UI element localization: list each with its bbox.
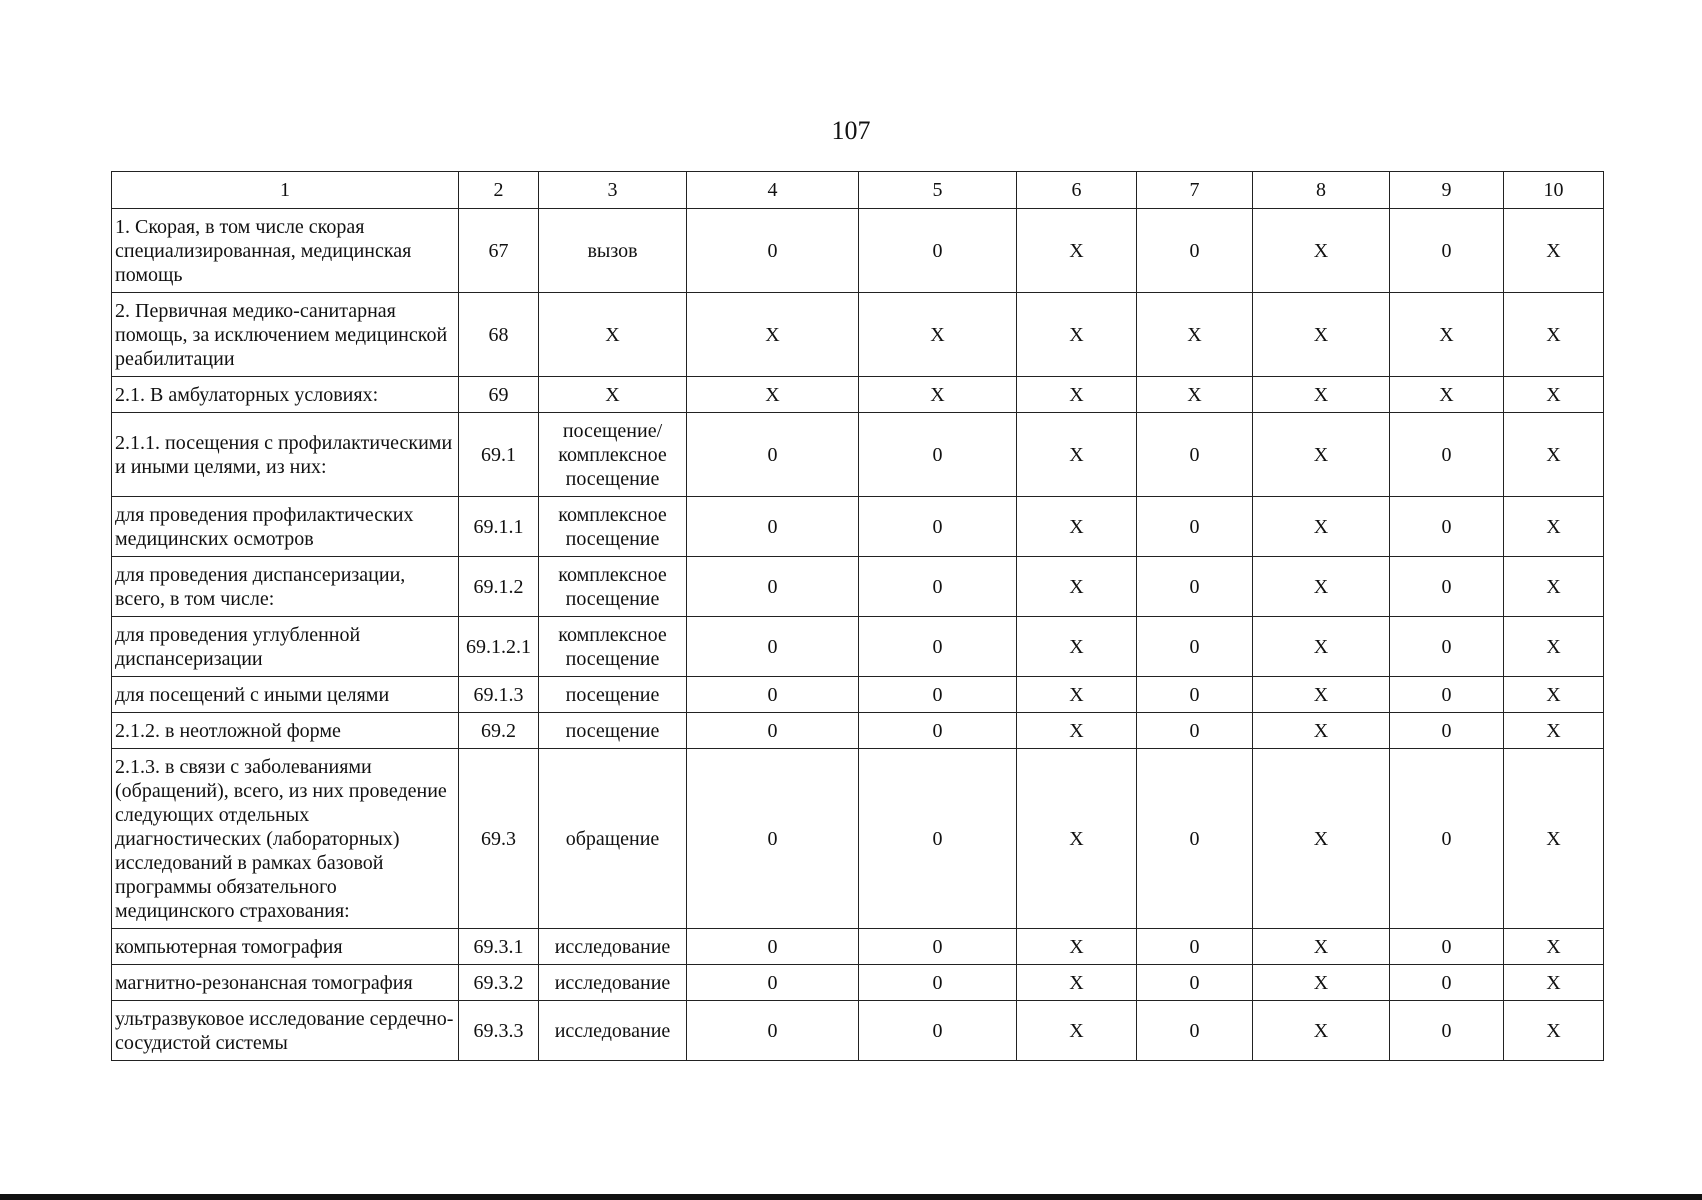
row-value: X — [859, 377, 1017, 413]
column-number: 10 — [1504, 172, 1604, 209]
table-row — [112, 965, 1604, 1001]
row-value: 0 — [1390, 677, 1504, 713]
row-value: 0 — [1390, 497, 1504, 557]
row-value: 0 — [859, 677, 1017, 713]
row-value: X — [1504, 929, 1604, 965]
table-row — [112, 377, 1604, 413]
row-value: 0 — [1137, 749, 1253, 929]
row-value: 0 — [1137, 677, 1253, 713]
column-number: 6 — [1017, 172, 1137, 209]
column-number: 1 — [112, 172, 459, 209]
row-code: 69 — [459, 377, 539, 413]
row-unit: посещение — [539, 713, 687, 749]
row-name: для проведения профилактических медицинских осмотров — [112, 497, 459, 557]
row-value: X — [1253, 209, 1390, 293]
row-value: X — [1017, 497, 1137, 557]
row-value: 0 — [859, 617, 1017, 677]
row-value: 0 — [859, 413, 1017, 497]
row-value: 0 — [1390, 965, 1504, 1001]
table-row — [112, 713, 1604, 749]
row-name: 2.1.1. посещения с профилактическими и иными целями, из них: — [112, 413, 459, 497]
row-value: 0 — [859, 497, 1017, 557]
row-value: X — [1017, 965, 1137, 1001]
table-row — [112, 293, 1604, 377]
row-code: 69.1.1 — [459, 497, 539, 557]
row-value: 0 — [1137, 617, 1253, 677]
row-unit: X — [539, 377, 687, 413]
row-value: 0 — [1390, 1001, 1504, 1061]
row-value: 0 — [1137, 929, 1253, 965]
row-value: 0 — [1137, 713, 1253, 749]
row-name: магнитно-резонансная томография — [112, 965, 459, 1001]
row-name: для проведения диспансеризации, всего, в том числе: — [112, 557, 459, 617]
column-number: 2 — [459, 172, 539, 209]
data-table — [111, 171, 1604, 1061]
table-row — [112, 557, 1604, 617]
row-value: 0 — [687, 413, 859, 497]
row-code: 68 — [459, 293, 539, 377]
row-value: X — [1017, 413, 1137, 497]
row-value: 0 — [1390, 557, 1504, 617]
table-row — [112, 413, 1604, 497]
row-value: X — [1504, 209, 1604, 293]
row-value: X — [1137, 293, 1253, 377]
row-code: 69.1.2 — [459, 557, 539, 617]
row-value: 0 — [687, 1001, 859, 1061]
row-code: 69.1 — [459, 413, 539, 497]
column-number: 5 — [859, 172, 1017, 209]
row-value: 0 — [687, 617, 859, 677]
row-value: 0 — [1137, 209, 1253, 293]
row-name: для проведения углубленной диспансеризации — [112, 617, 459, 677]
table-body — [112, 209, 1604, 1061]
row-code: 69.3.1 — [459, 929, 539, 965]
page-number: 107 — [831, 116, 871, 145]
row-value: X — [1504, 293, 1604, 377]
row-name: 2.1.3. в связи с заболеваниями (обращений), всего, из них проведение следующих отдельных диагностических (лабораторных) исследований в рамках базовой программы обязательного медицинского страхования: — [112, 749, 459, 929]
row-value: X — [1017, 1001, 1137, 1061]
row-value: X — [1253, 377, 1390, 413]
row-value: X — [687, 293, 859, 377]
row-value: X — [1137, 377, 1253, 413]
row-value: X — [1504, 1001, 1604, 1061]
row-value: 0 — [687, 713, 859, 749]
row-value: 0 — [1390, 749, 1504, 929]
row-unit: исследование — [539, 929, 687, 965]
row-unit: комплексное посещение — [539, 557, 687, 617]
row-value: X — [1017, 209, 1137, 293]
row-value: X — [1017, 677, 1137, 713]
row-value: 0 — [1390, 413, 1504, 497]
row-value: X — [1390, 377, 1504, 413]
row-value: X — [1253, 713, 1390, 749]
row-value: X — [1390, 293, 1504, 377]
row-value: 0 — [859, 965, 1017, 1001]
row-value: 0 — [1137, 413, 1253, 497]
row-unit: комплексное посещение — [539, 497, 687, 557]
row-value: 0 — [687, 929, 859, 965]
row-name: компьютерная томография — [112, 929, 459, 965]
table-row — [112, 749, 1604, 929]
column-number: 4 — [687, 172, 859, 209]
table-row — [112, 677, 1604, 713]
row-name: 2.1. В амбулаторных условиях: — [112, 377, 459, 413]
column-number: 8 — [1253, 172, 1390, 209]
row-name: 2.1.2. в неотложной форме — [112, 713, 459, 749]
row-value: X — [1017, 617, 1137, 677]
table-row — [112, 1001, 1604, 1061]
row-value: X — [1253, 677, 1390, 713]
table-row — [112, 209, 1604, 293]
row-unit: обращение — [539, 749, 687, 929]
row-value: X — [1253, 293, 1390, 377]
row-value: X — [1504, 617, 1604, 677]
row-value: X — [687, 377, 859, 413]
row-code: 69.1.2.1 — [459, 617, 539, 677]
row-value: 0 — [859, 209, 1017, 293]
row-value: X — [1253, 749, 1390, 929]
row-unit: посещение — [539, 677, 687, 713]
row-value: 0 — [859, 557, 1017, 617]
row-unit: посещение/ комплексное посещение — [539, 413, 687, 497]
row-value: X — [1504, 965, 1604, 1001]
row-value: 0 — [859, 749, 1017, 929]
row-name: 1. Скорая, в том числе скорая специализированная, медицинская помощь — [112, 209, 459, 293]
row-value: 0 — [1390, 713, 1504, 749]
row-unit: исследование — [539, 965, 687, 1001]
row-value: 0 — [1390, 929, 1504, 965]
row-value: X — [1017, 293, 1137, 377]
row-value: X — [1504, 677, 1604, 713]
row-value: 0 — [1390, 617, 1504, 677]
row-value: 0 — [859, 929, 1017, 965]
row-code: 69.3.2 — [459, 965, 539, 1001]
row-value: 0 — [1137, 1001, 1253, 1061]
row-value: X — [1504, 497, 1604, 557]
row-value: 0 — [687, 965, 859, 1001]
row-value: X — [859, 293, 1017, 377]
row-value: 0 — [859, 713, 1017, 749]
column-number: 7 — [1137, 172, 1253, 209]
row-value: X — [1253, 497, 1390, 557]
row-value: 0 — [1137, 557, 1253, 617]
row-value: 0 — [1137, 497, 1253, 557]
row-value: X — [1504, 749, 1604, 929]
row-value: X — [1017, 749, 1137, 929]
row-value: X — [1504, 557, 1604, 617]
row-value: 0 — [687, 677, 859, 713]
row-value: X — [1253, 965, 1390, 1001]
row-name: 2. Первичная медико-санитарная помощь, за исключением медицинской реабилитации — [112, 293, 459, 377]
column-number-row — [112, 172, 1604, 209]
row-value: X — [1253, 413, 1390, 497]
row-value: X — [1253, 617, 1390, 677]
column-number: 9 — [1390, 172, 1504, 209]
row-code: 69.1.3 — [459, 677, 539, 713]
row-value: 0 — [859, 1001, 1017, 1061]
table-row — [112, 617, 1604, 677]
row-value: 0 — [1390, 209, 1504, 293]
row-value: 0 — [1137, 965, 1253, 1001]
row-unit: X — [539, 293, 687, 377]
row-value: X — [1504, 413, 1604, 497]
column-number: 3 — [539, 172, 687, 209]
row-unit: вызов — [539, 209, 687, 293]
row-unit: исследование — [539, 1001, 687, 1061]
row-code: 69.2 — [459, 713, 539, 749]
row-value: X — [1253, 557, 1390, 617]
table-row — [112, 497, 1604, 557]
row-code: 69.3 — [459, 749, 539, 929]
row-value: X — [1253, 1001, 1390, 1061]
row-value: X — [1504, 713, 1604, 749]
row-value: X — [1017, 557, 1137, 617]
row-value: 0 — [687, 209, 859, 293]
row-value: X — [1017, 929, 1137, 965]
row-value: X — [1017, 377, 1137, 413]
row-value: 0 — [687, 497, 859, 557]
scan-edge — [0, 1194, 1702, 1200]
row-value: X — [1504, 377, 1604, 413]
row-value: 0 — [687, 749, 859, 929]
row-unit: комплексное посещение — [539, 617, 687, 677]
row-value: 0 — [687, 557, 859, 617]
row-code: 69.3.3 — [459, 1001, 539, 1061]
row-value: X — [1253, 929, 1390, 965]
row-name: ультразвуковое исследование сердечно-сосудистой системы — [112, 1001, 459, 1061]
row-value: X — [1017, 713, 1137, 749]
row-name: для посещений с иными целями — [112, 677, 459, 713]
row-code: 67 — [459, 209, 539, 293]
table-row — [112, 929, 1604, 965]
